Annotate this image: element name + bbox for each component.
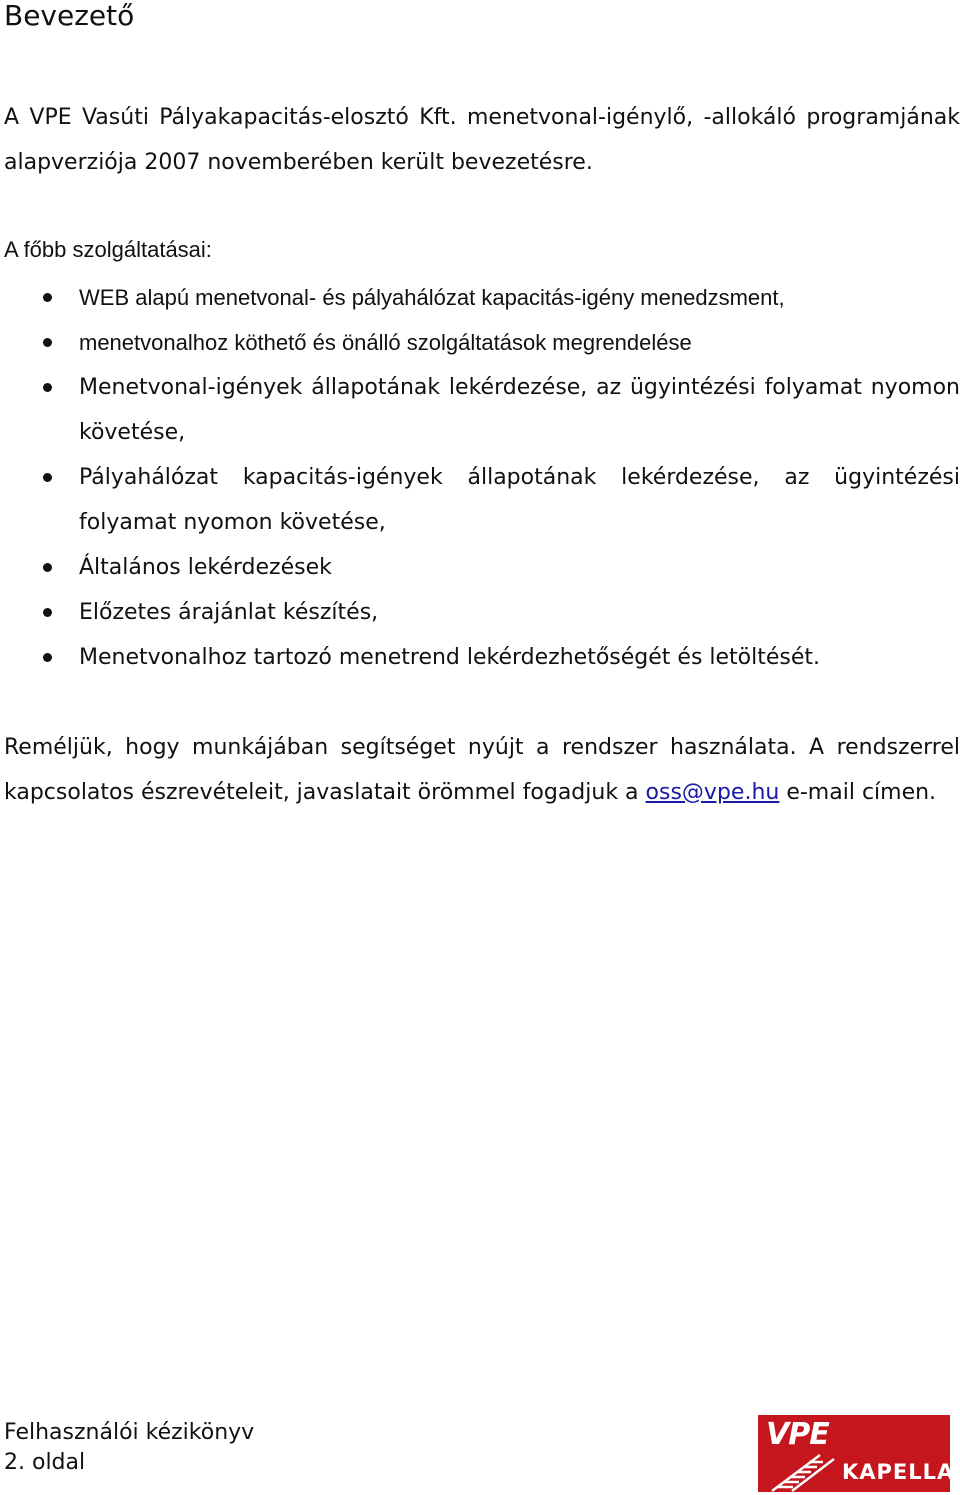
feature-text: WEB alapú menetvonal- és pályahálózat kapacitás-igény menedzsment,	[79, 285, 785, 310]
feature-list-item	[0, 365, 960, 455]
intro-paragraph: A VPE Vasúti Pályakapacitás-elosztó Kft. menetvonal-igénylő, -allokáló programjának alapverziója 2007 novemberében került bevezetésre.	[4, 105, 960, 175]
feature-text: Menetvonalhoz tartozó menetrend lekérdezhetőségét és letöltését.	[79, 645, 821, 670]
logo-brand-kapella: KAPELLA	[842, 1460, 955, 1484]
page-title: Bevezető	[4, 0, 135, 32]
vpe-kapella-logo	[758, 1415, 955, 1492]
bullet-icon	[43, 653, 52, 662]
bullet-icon	[43, 293, 52, 302]
feature-text: Általános lekérdezések	[79, 555, 332, 580]
feature-text: Menetvonal-igények állapotának lekérdezése, az ügyintézési folyamat nyomon követése,	[79, 375, 960, 445]
closing-text: Reméljük, hogy munkájában segítséget nyújt a rendszer használata. A rendszerrel kapcsolatos észrevételeit, javaslatait örömmel fogadjuk a	[4, 735, 960, 805]
services-heading: A főbb szolgáltatásai:	[4, 237, 212, 262]
feature-list-item	[0, 275, 960, 320]
feature-list-item	[0, 545, 960, 590]
closing-text-end: e-mail címen.	[779, 779, 937, 805]
closing-paragraph	[4, 726, 960, 815]
feature-list	[0, 275, 960, 680]
bullet-icon	[43, 338, 52, 347]
bullet-icon	[43, 563, 52, 572]
feature-text: Pályahálózat kapacitás-igények állapotának lekérdezése, az ügyintézési folyamat nyomon követése,	[79, 465, 960, 535]
feature-text: Előzetes árajánlat készítés,	[79, 600, 379, 625]
logo-brand-vpe: VPE	[766, 1417, 829, 1452]
bullet-icon	[43, 608, 52, 617]
bullet-icon	[43, 383, 52, 392]
feature-list-item	[0, 320, 960, 365]
footer-manual-name: Felhasználói kézikönyv	[4, 1420, 255, 1445]
feature-list-item	[0, 590, 960, 635]
page-number: 2. oldal	[4, 1450, 86, 1475]
bullet-icon	[43, 473, 52, 482]
feature-text: menetvonalhoz köthető és önálló szolgáltatások megrendelése	[79, 330, 692, 355]
feature-list-item	[0, 455, 960, 545]
feature-list-item	[0, 635, 960, 680]
email-link[interactable]: oss@vpe.hu	[645, 779, 780, 805]
